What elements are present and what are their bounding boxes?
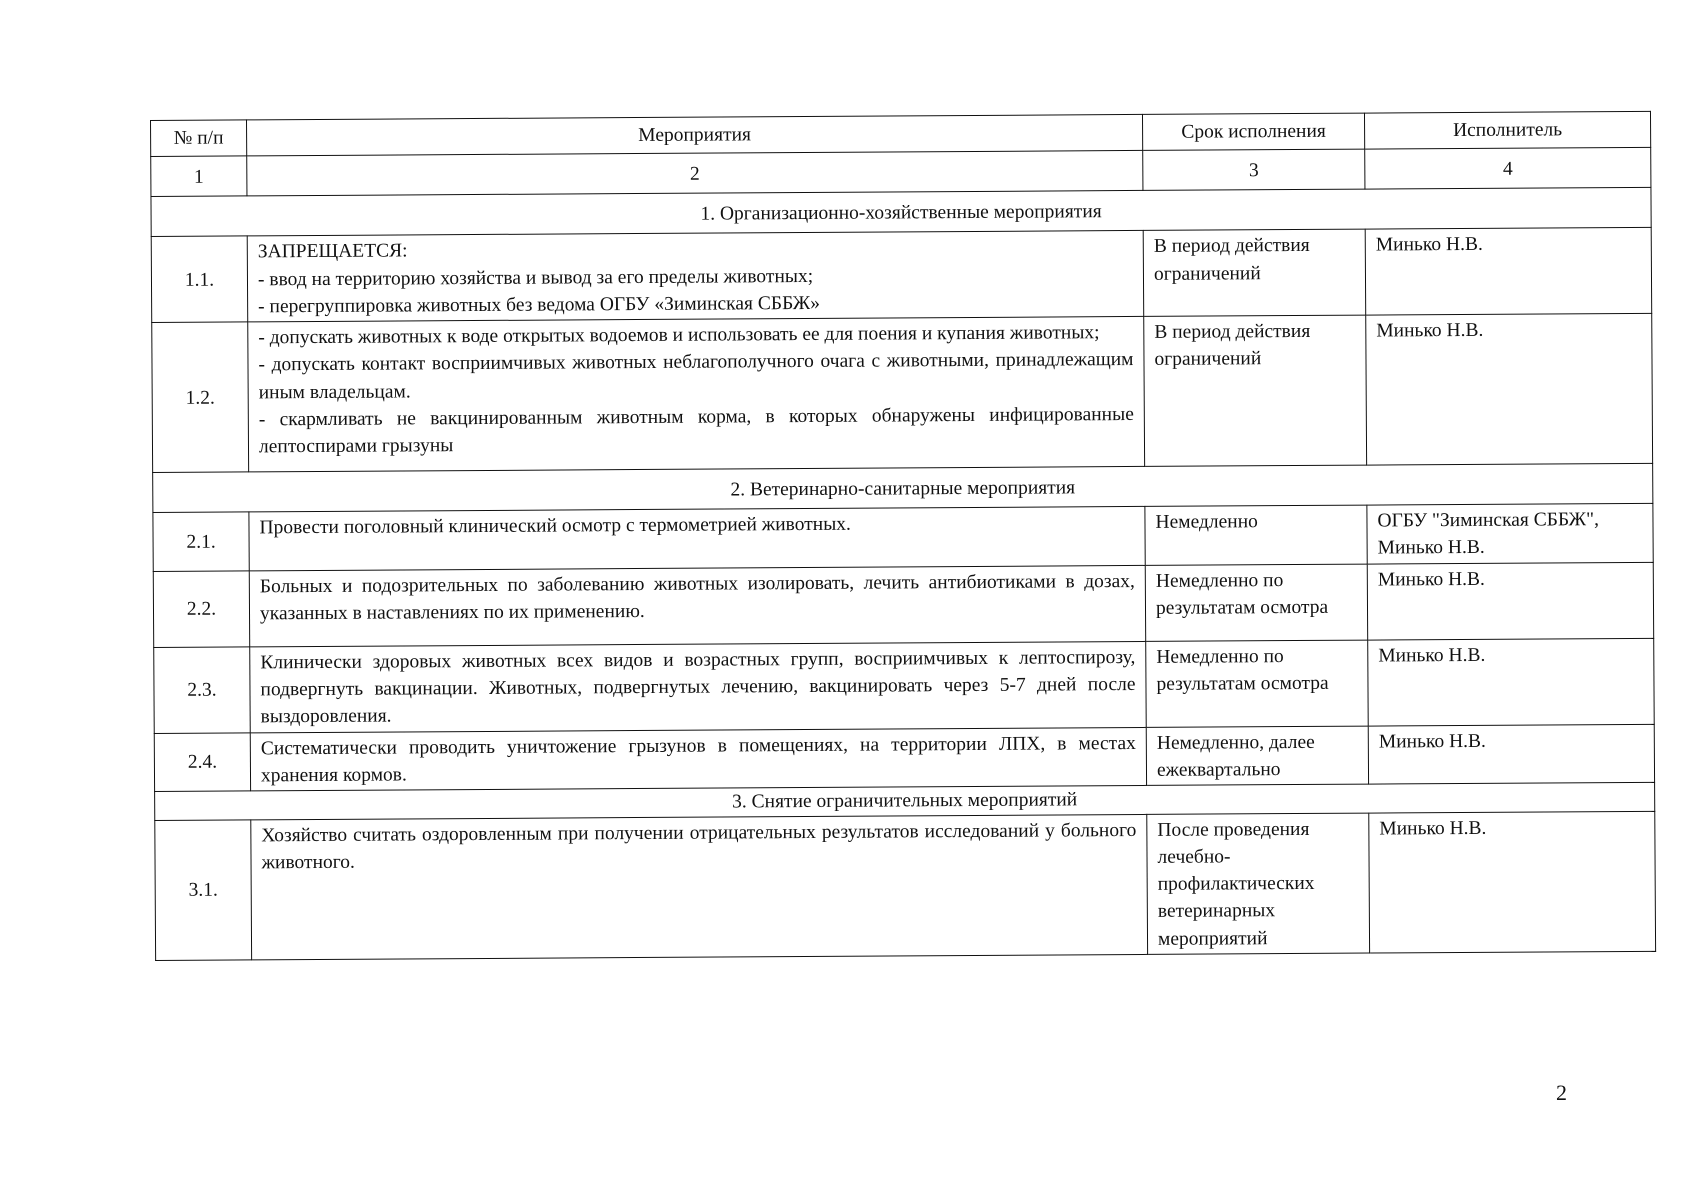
row-number: 1.1. bbox=[151, 236, 248, 322]
table-row bbox=[153, 562, 1653, 647]
column-number: 2 bbox=[247, 151, 1143, 196]
row-number: 1.2. bbox=[152, 322, 249, 473]
term-text: Немедленно, далее ежеквартально bbox=[1146, 726, 1368, 786]
measure-text: Клинически здоровых животных всех видов и возрастных групп, восприимчивых к лептоспирозу, подвергнуть вакцинации. Животных, подвергнутых лечению, вакцинировать через 5-7 дней после выздоровления. bbox=[250, 641, 1147, 732]
term-text: Немедленно по результатам осмотра bbox=[1146, 640, 1369, 727]
term-text: Немедленно по результатам осмотра bbox=[1145, 564, 1367, 641]
table-row bbox=[153, 504, 1653, 572]
executor-text: ОГБУ "Зиминская СББЖ", Минько Н.В. bbox=[1367, 504, 1653, 564]
header-term: Срок исполнения bbox=[1142, 113, 1364, 151]
measure-line: - ввод на территорию хозяйства и вывод за его пределы животных; bbox=[257, 265, 814, 290]
measure-text bbox=[248, 317, 1145, 472]
section-title: 3. Снятие ограничительных мероприятий bbox=[155, 783, 1655, 820]
table-row bbox=[154, 638, 1654, 733]
table-row bbox=[154, 724, 1654, 792]
row-number: 2.2. bbox=[153, 571, 249, 648]
measure-text: Хозяйство считать оздоровленным при получении отрицательных результатов исследований у больного животного. bbox=[251, 814, 1148, 960]
measure-line: - перегруппировка животных без ведома ОГБУ «Зиминская СББЖ» bbox=[258, 292, 821, 318]
section-title: 2. Ветеринарно-санитарные мероприятия bbox=[153, 464, 1653, 513]
measure-text: Систематически проводить уничтожение грызунов в помещениях, на территории ЛПХ, в местах хранения кормов. bbox=[250, 727, 1146, 791]
header-num: № п/п bbox=[151, 120, 247, 157]
measures-document bbox=[150, 111, 1656, 961]
term-text: В период действия ограничений bbox=[1144, 315, 1367, 466]
executor-text: Минько Н.В. bbox=[1366, 314, 1653, 466]
term-text: После проведения лечебно-профилактических ветеринарных мероприятий bbox=[1147, 813, 1370, 955]
measures-table bbox=[150, 111, 1656, 961]
measure-line: - допускать животных к воде открытых водоемов и использовать ее для поения и купания животных; bbox=[258, 322, 1100, 349]
column-number: 3 bbox=[1143, 149, 1365, 190]
table-row bbox=[151, 228, 1651, 323]
executor-text: Минько Н.В. bbox=[1365, 228, 1652, 316]
executor-text: Минько Н.В. bbox=[1369, 811, 1656, 953]
header-executor: Исполнитель bbox=[1364, 111, 1650, 149]
row-number: 3.1. bbox=[155, 819, 252, 960]
executor-text: Минько Н.В. bbox=[1367, 562, 1653, 640]
header-measures: Мероприятия bbox=[247, 114, 1143, 156]
executor-text: Минько Н.В. bbox=[1368, 724, 1654, 784]
measure-text: Провести поголовный клинический осмотр с термометрией животных. bbox=[249, 507, 1145, 571]
measure-line: - скармливать не вакцинированным животным корма, в которых обнаружены инфицированные лептоспирами грызуны bbox=[258, 404, 1134, 458]
measure-text: Больных и подозрительных по заболеванию животных изолировать, лечить антибиотиками в дозах, указанных в наставлениях по их применению. bbox=[249, 565, 1145, 646]
page-number: 2 bbox=[1556, 1080, 1567, 1105]
column-number: 4 bbox=[1365, 148, 1651, 190]
executor-text: Минько Н.В. bbox=[1368, 638, 1655, 726]
row-number: 2.1. bbox=[153, 512, 249, 571]
column-number: 1 bbox=[151, 156, 247, 197]
table-row bbox=[155, 811, 1656, 961]
measure-text bbox=[247, 231, 1144, 322]
measure-line: - допускать контакт восприимчивых животных неблагополучного очага с животными, принадлежащим иным владельцам. bbox=[258, 349, 1134, 404]
section-title: 1. Организационно-хозяйственные мероприятия bbox=[151, 188, 1651, 237]
table-row bbox=[152, 314, 1653, 473]
term-text: В период действия ограничений bbox=[1143, 229, 1366, 316]
term-text: Немедленно bbox=[1145, 505, 1367, 565]
row-number: 2.3. bbox=[154, 647, 251, 733]
measure-line: ЗАПРЕЩАЕТСЯ: bbox=[257, 240, 408, 263]
row-number: 2.4. bbox=[154, 733, 250, 792]
